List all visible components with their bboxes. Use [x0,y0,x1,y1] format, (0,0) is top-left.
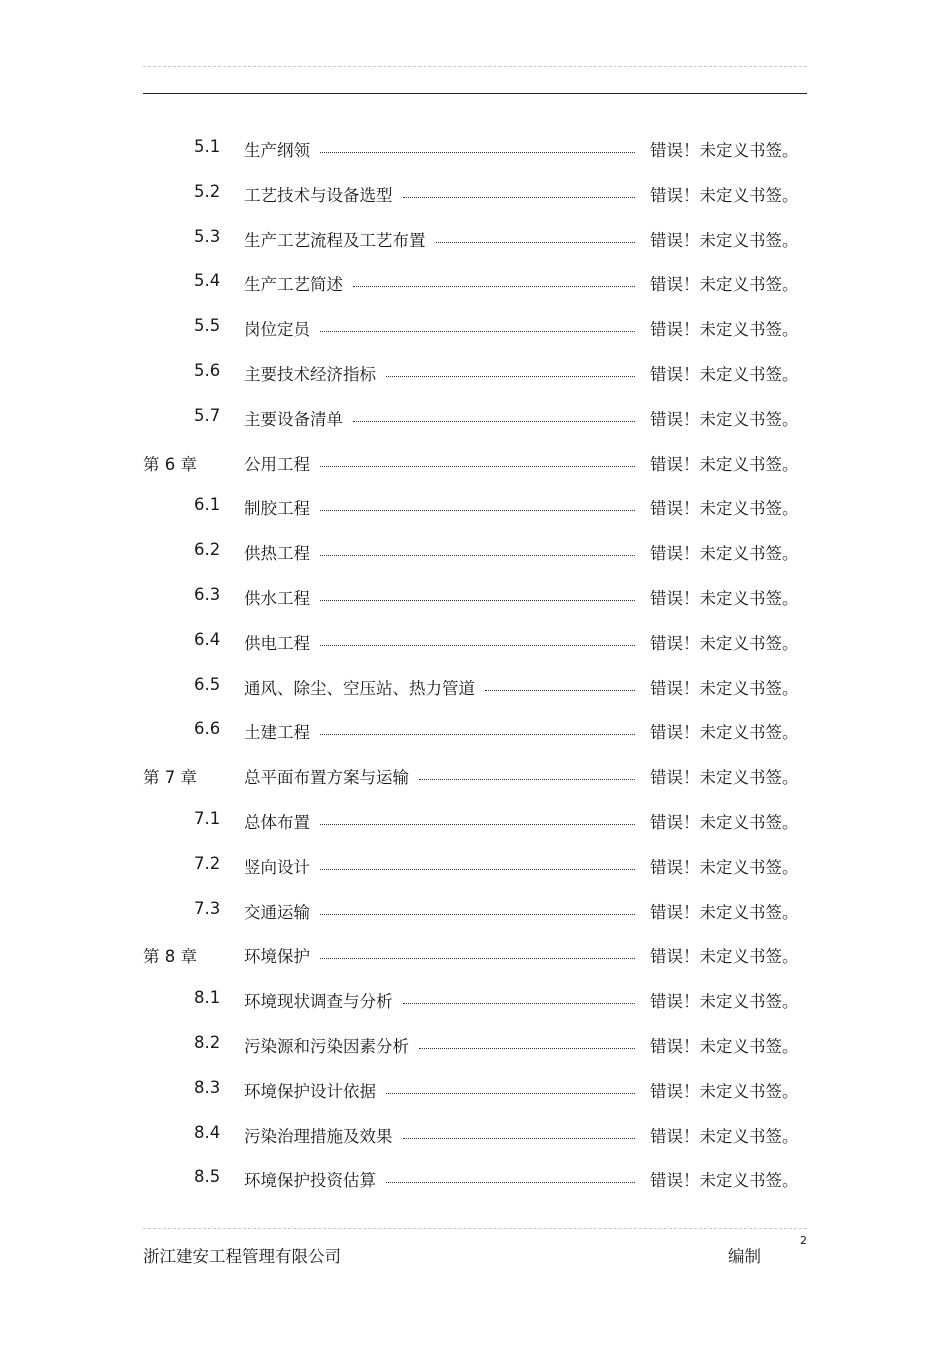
toc-entry-page: 错误！未定义书签。 [650,185,799,205]
toc-entry-number: 5.2 [194,181,221,201]
toc-entry-page: 错误！未定义书签。 [650,1171,799,1191]
toc-dot-leader [419,779,635,780]
toc-entry[interactable] [143,528,807,573]
toc-entry-number: 8.5 [194,1167,221,1187]
toc-entry-number: 8.4 [194,1122,221,1142]
toc-entry[interactable] [143,170,807,215]
toc-entry-page: 错误！未定义书签。 [650,141,799,160]
toc-dot-leader [320,914,635,915]
toc-entry-number: 6.2 [194,540,221,560]
toc-entry-title: 污染源和污染因素分析 [244,1036,409,1056]
toc-entry[interactable] [143,976,807,1021]
toc-dot-leader [320,466,635,467]
toc-entry-title: 环境保护 [244,947,310,967]
toc-entry[interactable] [143,1155,807,1200]
toc-entry[interactable] [143,304,807,349]
toc-entry-title: 制胶工程 [244,499,310,519]
toc-entry-title: 工艺技术与设备选型 [244,185,393,205]
footer-company: 浙江建安工程管理有限公司 [143,1247,341,1266]
toc-entry[interactable] [143,439,807,484]
toc-entry-page: 错误！未定义书签。 [650,812,799,832]
toc-entry[interactable] [143,573,807,618]
toc-entry-number: 8.2 [194,1032,221,1052]
header-dashed-line [143,66,807,67]
toc-entry[interactable] [143,1021,807,1066]
toc-dot-leader [386,1182,635,1183]
toc-entry-title: 公用工程 [244,454,310,474]
toc-entry-page: 错误！未定义书签。 [650,454,799,474]
toc-entry-number: 7.2 [194,853,221,873]
toc-entry-title: 环境现状调查与分析 [244,992,393,1012]
toc-entry-page: 错误！未定义书签。 [650,409,799,429]
toc-entry-title: 竖向设计 [244,857,310,877]
toc-entry-title: 供水工程 [244,588,310,608]
toc-entry[interactable] [143,259,807,304]
toc-entry-number: 5.6 [194,360,221,380]
toc-entry-number: 5.4 [194,271,221,291]
toc-entry-page: 错误！未定义书签。 [650,992,799,1012]
toc-entry-page: 错误！未定义书签。 [650,633,799,653]
toc-entry[interactable] [143,663,807,708]
toc-entry-page: 错误！未定义书签。 [650,588,799,608]
toc-entry[interactable] [143,842,807,887]
toc-entry-page: 错误！未定义书签。 [650,230,799,250]
toc-entry-title: 交通运输 [244,902,310,922]
header-rule [143,93,807,94]
toc-dot-leader [320,600,635,601]
toc-entry-title: 主要设备清单 [244,409,343,429]
toc-entry[interactable] [143,483,807,528]
toc-entry-title: 供热工程 [244,544,310,564]
toc-entry-title: 环境保护投资估算 [244,1171,376,1191]
toc-entry-title: 供电工程 [244,633,310,653]
toc-entry-number: 5.5 [194,316,221,336]
toc-entry-page: 错误！未定义书签。 [650,499,799,519]
toc-entry-page: 错误！未定义书签。 [650,902,799,922]
toc-entry[interactable] [143,1066,807,1111]
toc-dot-leader [403,1138,635,1139]
table-of-contents [143,125,807,1200]
toc-dot-leader [320,824,635,825]
toc-entry-page: 错误！未定义书签。 [650,364,799,384]
toc-entry-title: 总平面布置方案与运输 [244,768,409,788]
toc-entry-number: 6.4 [194,629,221,649]
toc-entry-page: 错误！未定义书签。 [650,723,799,743]
toc-entry-page: 错误！未定义书签。 [650,947,799,967]
toc-entry-page: 错误！未定义书签。 [650,1081,799,1101]
toc-entry-title: 总体布置 [244,812,310,832]
toc-entry-page: 错误！未定义书签。 [650,1126,799,1146]
toc-dot-leader [403,197,635,198]
toc-entry-number: 8.3 [194,1077,221,1097]
toc-entry[interactable] [143,887,807,932]
toc-dot-leader [386,1093,635,1094]
toc-entry-number: 6.3 [194,584,221,604]
toc-entry-page: 错误！未定义书签。 [650,320,799,340]
toc-entry[interactable] [143,797,807,842]
toc-dot-leader [320,152,635,153]
page-number: 2 [800,1234,807,1247]
toc-entry-number: 5.3 [194,226,221,246]
toc-entry-number: 8.1 [194,988,221,1008]
toc-entry-title: 通风、除尘、空压站、热力管道 [244,678,475,698]
toc-entry-number: 5.1 [194,137,221,156]
toc-dot-leader [386,376,635,377]
footer-role: 编制 [728,1247,761,1266]
toc-entry-page: 错误！未定义书签。 [650,1036,799,1056]
toc-entry-title: 生产工艺流程及工艺布置 [244,230,426,250]
toc-entry[interactable] [143,1111,807,1156]
toc-entry[interactable] [143,752,807,797]
toc-entry-page: 错误！未定义书签。 [650,768,799,788]
toc-entry[interactable] [143,349,807,394]
toc-dot-leader [320,331,635,332]
toc-dot-leader [485,690,635,691]
toc-dot-leader [353,421,635,422]
toc-entry-page: 错误！未定义书签。 [650,857,799,877]
toc-entry[interactable] [143,618,807,663]
toc-dot-leader [320,958,635,959]
toc-entry-number: 6.5 [194,674,221,694]
toc-entry-title: 主要技术经济指标 [244,364,376,384]
toc-entry-title: 环境保护设计依据 [244,1081,376,1101]
toc-dot-leader [353,286,635,287]
toc-entry-title: 岗位定员 [244,320,310,340]
toc-entry-title: 生产工艺简述 [244,275,343,295]
toc-dot-leader [320,555,635,556]
toc-entry-title: 土建工程 [244,723,310,743]
toc-entry[interactable] [143,707,807,752]
toc-entry-title: 污染治理措施及效果 [244,1126,393,1146]
toc-entry-number: 6.1 [194,495,221,515]
toc-dot-leader [320,734,635,735]
toc-entry[interactable] [143,394,807,439]
toc-entry-number: 6.6 [194,719,221,739]
toc-entry[interactable] [143,215,807,260]
toc-entry[interactable] [143,125,807,170]
toc-dot-leader [320,869,635,870]
footer-dashed-line [143,1228,807,1229]
toc-entry-page: 错误！未定义书签。 [650,544,799,564]
toc-entry-number: 5.7 [194,405,221,425]
toc-dot-leader [320,645,635,646]
toc-entry[interactable] [143,931,807,976]
toc-entry-number: 7.3 [194,898,221,918]
toc-dot-leader [436,242,635,243]
toc-dot-leader [403,1003,635,1004]
toc-entry-page: 错误！未定义书签。 [650,275,799,295]
toc-dot-leader [419,1048,635,1049]
toc-dot-leader [320,510,635,511]
toc-entry-page: 错误！未定义书签。 [650,678,799,698]
toc-entry-number: 第 7 章 [143,768,197,788]
toc-entry-title: 生产纲领 [244,141,310,160]
toc-entry-number: 第 6 章 [143,454,197,474]
toc-entry-number: 第 8 章 [143,947,197,967]
toc-entry-number: 7.1 [194,808,221,828]
